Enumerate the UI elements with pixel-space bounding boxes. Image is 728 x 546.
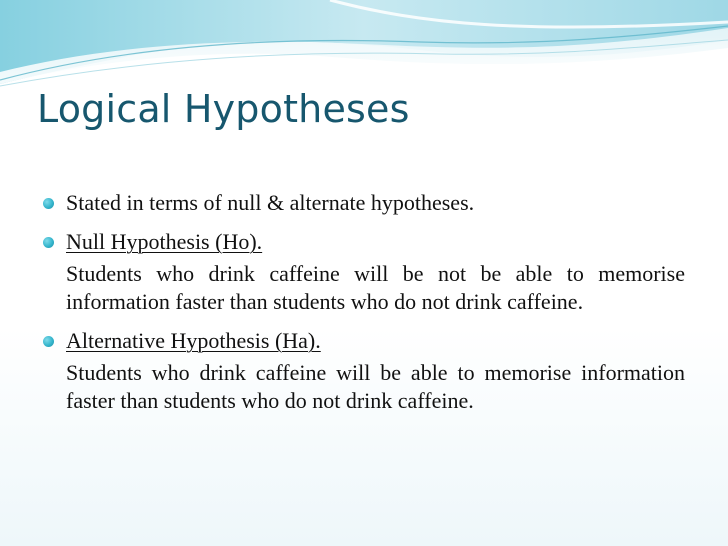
alternative-hypothesis-heading: Alternative Hypothesis (Ha). [66, 328, 321, 353]
bullet-list [42, 189, 685, 415]
null-hypothesis-heading: Null Hypothesis (Ho). [66, 229, 263, 254]
bullet-dot-icon [43, 237, 54, 248]
slide-title: Logical Hypotheses [37, 87, 410, 131]
bullet-item [42, 189, 685, 217]
decorative-wave-banner [0, 0, 728, 90]
bullet-item-alternative-hypothesis [42, 327, 685, 415]
bullet-dot-icon [43, 198, 54, 209]
null-hypothesis-description: Students who drink caffeine will be not be able to memorise information faster than students who do not drink caffeine. [66, 261, 685, 314]
alternative-hypothesis-description: Students who drink caffeine will be able to memorise information faster than students who do not drink caffeine. [66, 360, 685, 413]
bullet-text: Stated in terms of null & alternate hypotheses. [66, 190, 475, 215]
bullet-dot-icon [43, 336, 54, 347]
bullet-item-null-hypothesis [42, 228, 685, 316]
